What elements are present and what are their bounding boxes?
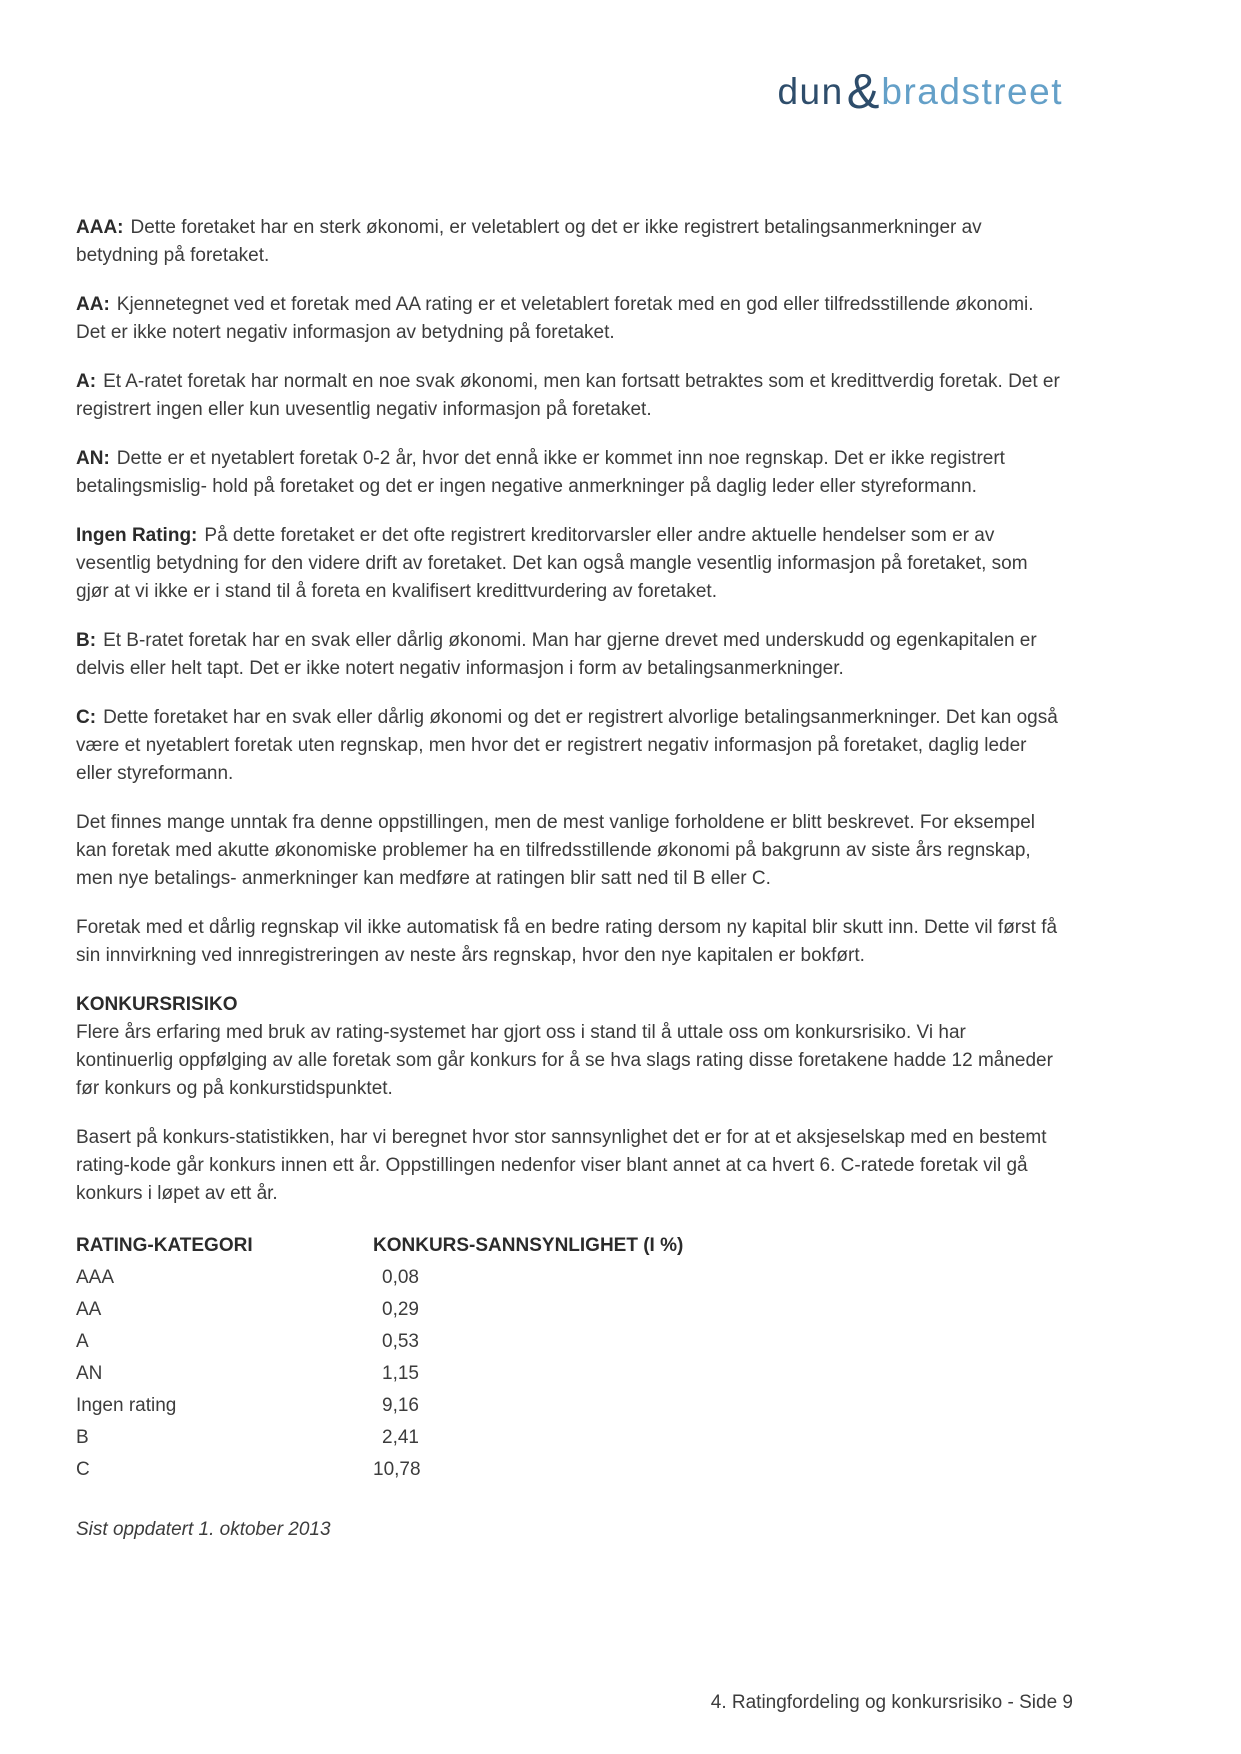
table-row bbox=[76, 1358, 1063, 1390]
konkursrisiko-heading: KONKURSRISIKO bbox=[76, 994, 238, 1015]
table-cell-category: A bbox=[76, 1331, 89, 1352]
rating-text-ingen-rating: På dette foretaket er det ofte registrert kreditorvarsler eller andre aktuelle hendelser som er av vesentlig betydning for den videre drift av foretaket. Det kan også mangle vesentlig informasjon på foretaket, som gjør at vi ikke er i stand til å foreta en kvalifisert kredittvurdering av foretaket. bbox=[76, 525, 1028, 602]
paragraph-aa bbox=[76, 291, 1063, 347]
paragraph-a bbox=[76, 368, 1063, 424]
table-cell-probability: 1,15 bbox=[382, 1363, 419, 1384]
table-row bbox=[76, 1454, 1063, 1486]
rating-text-a: Et A-ratet foretak har normalt en noe svak økonomi, men kan fortsatt betraktes som et kredittverdig foretak. Det er registrert ingen eller kun uvesentlig negativ informasjon på foretaket. bbox=[76, 371, 1060, 420]
paragraph-ingen-rating bbox=[76, 522, 1063, 606]
table-cell-probability: 9,16 bbox=[382, 1395, 419, 1416]
table-cell-probability: 0,29 bbox=[382, 1299, 419, 1320]
table-cell-probability: 0,08 bbox=[382, 1267, 419, 1288]
table-header-rating-kategori: RATING-KATEGORI bbox=[76, 1235, 253, 1256]
table-cell-probability: 0,53 bbox=[382, 1331, 419, 1352]
paragraph-exceptions-note: Det finnes mange unntak fra denne oppstillingen, men de mest vanlige forholdene er blitt beskrevet. For eksempel kan foretak med akutte økonomiske problemer ha en tilfredsstillende økonomi på bakgrunn av siste års regnskap, men nye betalings- anmerkninger kan medføre at ratingen blir satt ned til B eller C. bbox=[76, 812, 1035, 889]
table-cell-category: AAA bbox=[76, 1267, 115, 1288]
table-cell-category: B bbox=[76, 1427, 89, 1448]
rating-label-ingen-rating: Ingen Rating: bbox=[76, 525, 198, 546]
logo-text-dun: dun bbox=[777, 71, 844, 112]
konkursrisiko-statistics-paragraph: Basert på konkurs-statistikken, har vi beregnet hvor stor sannsynlighet det er for at et aksjeselskap med en bestemt rating-kode går konkurs innen ett år. Oppstillingen nedenfor viser blant annet at ca hvert 6. C-ratede foretak vil gå konkurs i løpet av ett år. bbox=[76, 1127, 1047, 1204]
konkursrisiko-section bbox=[76, 991, 1063, 1208]
table-row bbox=[76, 1294, 1063, 1326]
paragraph-c bbox=[76, 704, 1063, 788]
table-cell-probability: 10,78 bbox=[373, 1459, 421, 1480]
rating-label-a: A: bbox=[76, 371, 97, 392]
last-updated-note: Sist oppdatert 1. oktober 2013 bbox=[76, 1519, 331, 1540]
table-cell-category: AA bbox=[76, 1299, 102, 1320]
rating-text-c: Dette foretaket har en svak eller dårlig økonomi og det er registrert alvorlige betalingsanmerkninger. Det kan også være et nyetablert foretak uten regnskap, men hvor det er registrert negativ informasjon på foretaket, daglig leder eller styreformann. bbox=[76, 707, 1058, 784]
table-cell-probability: 2,41 bbox=[382, 1427, 419, 1448]
rating-label-c: C: bbox=[76, 707, 97, 728]
ampersand-icon: & bbox=[846, 65, 880, 119]
logo-text-bradstreet: bradstreet bbox=[881, 71, 1063, 112]
page-footer: 4. Ratingfordeling og konkursrisiko - Side 9 bbox=[710, 1692, 1073, 1713]
table-row bbox=[76, 1262, 1063, 1294]
table-cell-category: C bbox=[76, 1459, 90, 1480]
rating-text-aa: Kjennetegnet ved et foretak med AA rating er et veletablert foretak med en god eller tilfredsstillende økonomi. Det er ikke notert negativ informasjon av betydning på foretaket. bbox=[76, 294, 1034, 343]
rating-label-an: AN: bbox=[76, 448, 110, 469]
paragraph-an bbox=[76, 445, 1063, 501]
rating-label-b: B: bbox=[76, 630, 97, 651]
table-cell-category: AN bbox=[76, 1363, 103, 1384]
table-row bbox=[76, 1422, 1063, 1454]
paragraph-capital-note: Foretak med et dårlig regnskap vil ikke automatisk få en bedre rating dersom ny kapital blir skutt inn. Dette vil først få sin innvirkning ved innregistreringen av neste års regnskap, hvor den nye kapitalen er bokført. bbox=[76, 917, 1058, 966]
dun-bradstreet-logo bbox=[76, 0, 1063, 118]
rating-text-an: Dette er et nyetablert foretak 0-2 år, hvor det ennå ikke er kommet inn noe regnskap. Det er ikke registrert betalingsmislig- hold på foretaket og det er ingen negative anmerkninger på daglig leder eller styreformann. bbox=[76, 448, 1005, 497]
konkursrisiko-intro-paragraph: Flere års erfaring med bruk av rating-systemet har gjort oss i stand til å uttale oss om konkursrisiko. Vi har kontinuerlig oppfølging av alle foretak som går konkurs for å se hva slags rating disse foretakene hadde 12 måneder før konkurs og på konkurstidspunktet. bbox=[76, 1022, 1053, 1099]
table-row bbox=[76, 1326, 1063, 1358]
table-row bbox=[76, 1390, 1063, 1422]
rating-text-b: Et B-ratet foretak har en svak eller dårlig økonomi. Man har gjerne drevet med underskudd og egenkapitalen er delvis eller helt tapt. Det er ikke notert negativ informasjon i form av betalingsanmerkninger. bbox=[76, 630, 1037, 679]
table-cell-category: Ingen rating bbox=[76, 1395, 177, 1416]
table-header-konkurs-sannsynlighet: KONKURS-SANNSYNLIGHET (I %) bbox=[373, 1235, 684, 1256]
rating-label-aaa: AAA: bbox=[76, 217, 124, 238]
konkurs-probability-table bbox=[76, 1230, 1063, 1486]
paragraph-b bbox=[76, 627, 1063, 683]
table-header-row bbox=[76, 1230, 1063, 1262]
rating-label-aa: AA: bbox=[76, 294, 110, 315]
rating-text-aaa: Dette foretaket har en sterk økonomi, er veletablert og det er ikke registrert betalingsanmerkninger av betydning på foretaket. bbox=[76, 217, 982, 266]
paragraph-aaa bbox=[76, 214, 1063, 270]
rating-descriptions-section bbox=[76, 214, 1063, 970]
